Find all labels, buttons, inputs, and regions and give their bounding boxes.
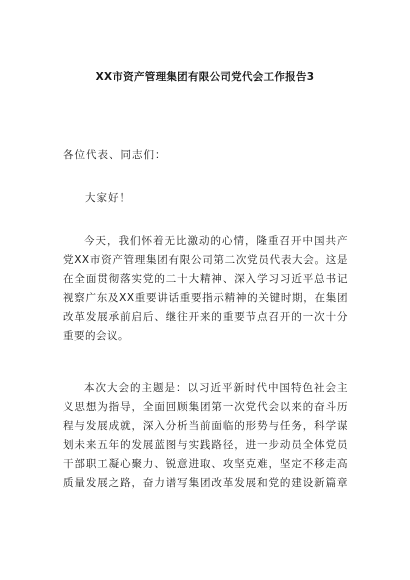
paragraph-line: 干部职工凝心聚力、锐意进取、攻坚克难，坚定不移走高 xyxy=(63,458,348,470)
paragraph-line: 划未来五年的发展蓝图与实践路径，进一步动员全体党员 xyxy=(63,439,348,451)
paragraph-line: 视察广东及XX重要讲话重要指示精神的关键时期，在集团 xyxy=(63,292,348,304)
paragraph-line: 今天，我们怀着无比激动的心情，隆重召开中国共产 xyxy=(84,235,348,247)
paragraph-line: 义思想为指导，全面回顾集团第一次党代会以来的奋斗历 xyxy=(63,401,348,413)
paragraph-1 xyxy=(63,232,348,346)
paragraph-line: 党XX市资产管理集团有限公司第二次党员代表大会。这是 xyxy=(63,254,348,266)
paragraph-2 xyxy=(63,379,348,493)
paragraph-line: 本次大会的主题是：以习近平新时代中国特色社会主 xyxy=(84,382,348,394)
paragraph-line: 质量发展之路，奋力谱写集团改革发展和党的建设新篇章 xyxy=(63,477,348,489)
paragraph-line: 在全面贯彻落实党的二十大精神、深入学习习近平总书记 xyxy=(63,273,348,285)
paragraph-line: 程与发展成就，深入分析当前面临的形势与任务，科学谋 xyxy=(63,420,348,432)
salutation: 各位代表、同志们： xyxy=(63,149,167,161)
paragraph-line: 重要的会议。 xyxy=(63,330,129,342)
greeting: 大家好！ xyxy=(85,192,131,204)
document-title: XX市资产管理集团有限公司党代会工作报告3 xyxy=(95,71,315,83)
paragraph-line: 改革发展承前启后、继往开来的重要节点召开的一次十分 xyxy=(63,311,348,323)
